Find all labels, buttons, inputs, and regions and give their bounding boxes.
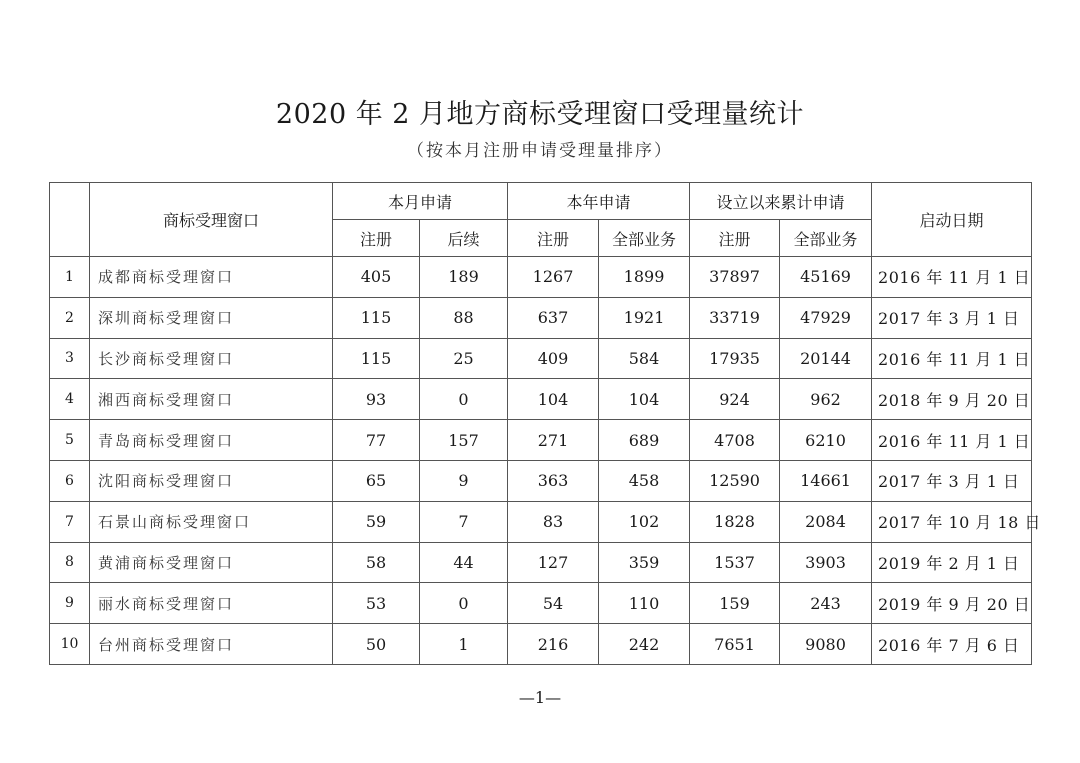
cumulative-all-business: 243 xyxy=(780,583,872,624)
year-registration: 127 xyxy=(508,542,599,583)
year-all-business: 458 xyxy=(599,460,690,501)
table-row xyxy=(50,297,1032,338)
month-renewal: 0 xyxy=(420,583,508,624)
start-date: 2016 年 11 月 1 日 xyxy=(872,257,1032,298)
cumulative-registration: 7651 xyxy=(690,624,780,665)
year-all-business: 584 xyxy=(599,338,690,379)
table-row xyxy=(50,624,1032,665)
window-name: 湘西商标受理窗口 xyxy=(90,379,333,420)
cumulative-registration: 1828 xyxy=(690,501,780,542)
table-row xyxy=(50,420,1032,461)
window-name: 深圳商标受理窗口 xyxy=(90,297,333,338)
year-registration-header: 注册 xyxy=(508,220,599,257)
start-date: 2016 年 7 月 6 日 xyxy=(872,624,1032,665)
index-header xyxy=(50,183,90,257)
year-all-business: 104 xyxy=(599,379,690,420)
row-index: 8 xyxy=(50,542,90,583)
row-index: 3 xyxy=(50,338,90,379)
year-all-business: 689 xyxy=(599,420,690,461)
month-registration: 115 xyxy=(333,338,420,379)
month-registration: 405 xyxy=(333,257,420,298)
window-name: 成都商标受理窗口 xyxy=(90,257,333,298)
cumulative-registration: 17935 xyxy=(690,338,780,379)
month-registration: 50 xyxy=(333,624,420,665)
start-date: 2017 年 3 月 1 日 xyxy=(872,297,1032,338)
window-name: 石景山商标受理窗口 xyxy=(90,501,333,542)
statistics-table xyxy=(49,182,1041,665)
window-header: 商标受理窗口 xyxy=(90,183,333,257)
month-registration: 115 xyxy=(333,297,420,338)
start-date: 2016 年 11 月 1 日 xyxy=(872,420,1032,461)
start-date: 2019 年 9 月 20 日 xyxy=(872,583,1032,624)
year-all-business: 1899 xyxy=(599,257,690,298)
cumulative-all-business: 47929 xyxy=(780,297,872,338)
row-index: 4 xyxy=(50,379,90,420)
cumulative-registration: 37897 xyxy=(690,257,780,298)
month-renewal: 0 xyxy=(420,379,508,420)
start-date: 2017 年 3 月 1 日 xyxy=(872,460,1032,501)
cumulative-registration-header: 注册 xyxy=(690,220,780,257)
month-registration: 58 xyxy=(333,542,420,583)
month-renewal: 189 xyxy=(420,257,508,298)
window-name: 丽水商标受理窗口 xyxy=(90,583,333,624)
page-number: —1— xyxy=(518,688,562,707)
month-renewal: 88 xyxy=(420,297,508,338)
row-index: 9 xyxy=(50,583,90,624)
month-renewal: 9 xyxy=(420,460,508,501)
cumulative-registration: 159 xyxy=(690,583,780,624)
year-all-business-header: 全部业务 xyxy=(599,220,690,257)
month-renewal: 44 xyxy=(420,542,508,583)
month-registration-header: 注册 xyxy=(333,220,420,257)
year-registration: 54 xyxy=(508,583,599,624)
month-renewal: 157 xyxy=(420,420,508,461)
cumulative-all-business: 962 xyxy=(780,379,872,420)
cumulative-header: 设立以来累计申请 xyxy=(690,183,872,220)
row-index: 6 xyxy=(50,460,90,501)
year-registration: 271 xyxy=(508,420,599,461)
start-date: 2019 年 2 月 1 日 xyxy=(872,542,1032,583)
cumulative-all-business: 14661 xyxy=(780,460,872,501)
row-index: 2 xyxy=(50,297,90,338)
table-row xyxy=(50,338,1032,379)
cumulative-registration: 12590 xyxy=(690,460,780,501)
table-row xyxy=(50,542,1032,583)
month-renewal: 1 xyxy=(420,624,508,665)
year-all-business: 110 xyxy=(599,583,690,624)
start-date: 2017 年 10 月 18 日 xyxy=(872,501,1032,542)
window-name: 长沙商标受理窗口 xyxy=(90,338,333,379)
month-registration: 53 xyxy=(333,583,420,624)
year-registration: 1267 xyxy=(508,257,599,298)
table-row xyxy=(50,501,1032,542)
month-registration: 77 xyxy=(333,420,420,461)
month-registration: 93 xyxy=(333,379,420,420)
page-title: 2020 年 2 月地方商标受理窗口受理量统计 xyxy=(275,99,805,130)
year-registration: 363 xyxy=(508,460,599,501)
row-index: 7 xyxy=(50,501,90,542)
year-all-business: 1921 xyxy=(599,297,690,338)
row-index: 5 xyxy=(50,420,90,461)
year-registration: 216 xyxy=(508,624,599,665)
table-row xyxy=(50,257,1032,298)
start-date-header: 启动日期 xyxy=(872,183,1032,257)
year-all-business: 102 xyxy=(599,501,690,542)
year-all-business: 242 xyxy=(599,624,690,665)
cumulative-all-business: 3903 xyxy=(780,542,872,583)
cumulative-all-business: 45169 xyxy=(780,257,872,298)
cumulative-all-business: 2084 xyxy=(780,501,872,542)
month-renewal: 25 xyxy=(420,338,508,379)
year-registration: 104 xyxy=(508,379,599,420)
year-all-business: 359 xyxy=(599,542,690,583)
page-subtitle: （按本月注册申请受理量排序） xyxy=(407,141,673,161)
month-registration: 59 xyxy=(333,501,420,542)
table-row xyxy=(50,583,1032,624)
cumulative-registration: 1537 xyxy=(690,542,780,583)
cumulative-all-business: 6210 xyxy=(780,420,872,461)
row-index: 1 xyxy=(50,257,90,298)
row-index: 10 xyxy=(50,624,90,665)
year-registration: 83 xyxy=(508,501,599,542)
window-name: 台州商标受理窗口 xyxy=(90,624,333,665)
start-date: 2018 年 9 月 20 日 xyxy=(872,379,1032,420)
window-name: 青岛商标受理窗口 xyxy=(90,420,333,461)
window-name: 黄浦商标受理窗口 xyxy=(90,542,333,583)
window-name: 沈阳商标受理窗口 xyxy=(90,460,333,501)
month-registration: 65 xyxy=(333,460,420,501)
cumulative-registration: 924 xyxy=(690,379,780,420)
this-year-header: 本年申请 xyxy=(508,183,690,220)
cumulative-registration: 33719 xyxy=(690,297,780,338)
table-row xyxy=(50,460,1032,501)
month-renewal-header: 后续 xyxy=(420,220,508,257)
month-renewal: 7 xyxy=(420,501,508,542)
this-month-header: 本月申请 xyxy=(333,183,508,220)
table-row xyxy=(50,379,1032,420)
cumulative-all-business-header: 全部业务 xyxy=(780,220,872,257)
cumulative-registration: 4708 xyxy=(690,420,780,461)
start-date: 2016 年 11 月 1 日 xyxy=(872,338,1032,379)
year-registration: 409 xyxy=(508,338,599,379)
cumulative-all-business: 9080 xyxy=(780,624,872,665)
cumulative-all-business: 20144 xyxy=(780,338,872,379)
year-registration: 637 xyxy=(508,297,599,338)
